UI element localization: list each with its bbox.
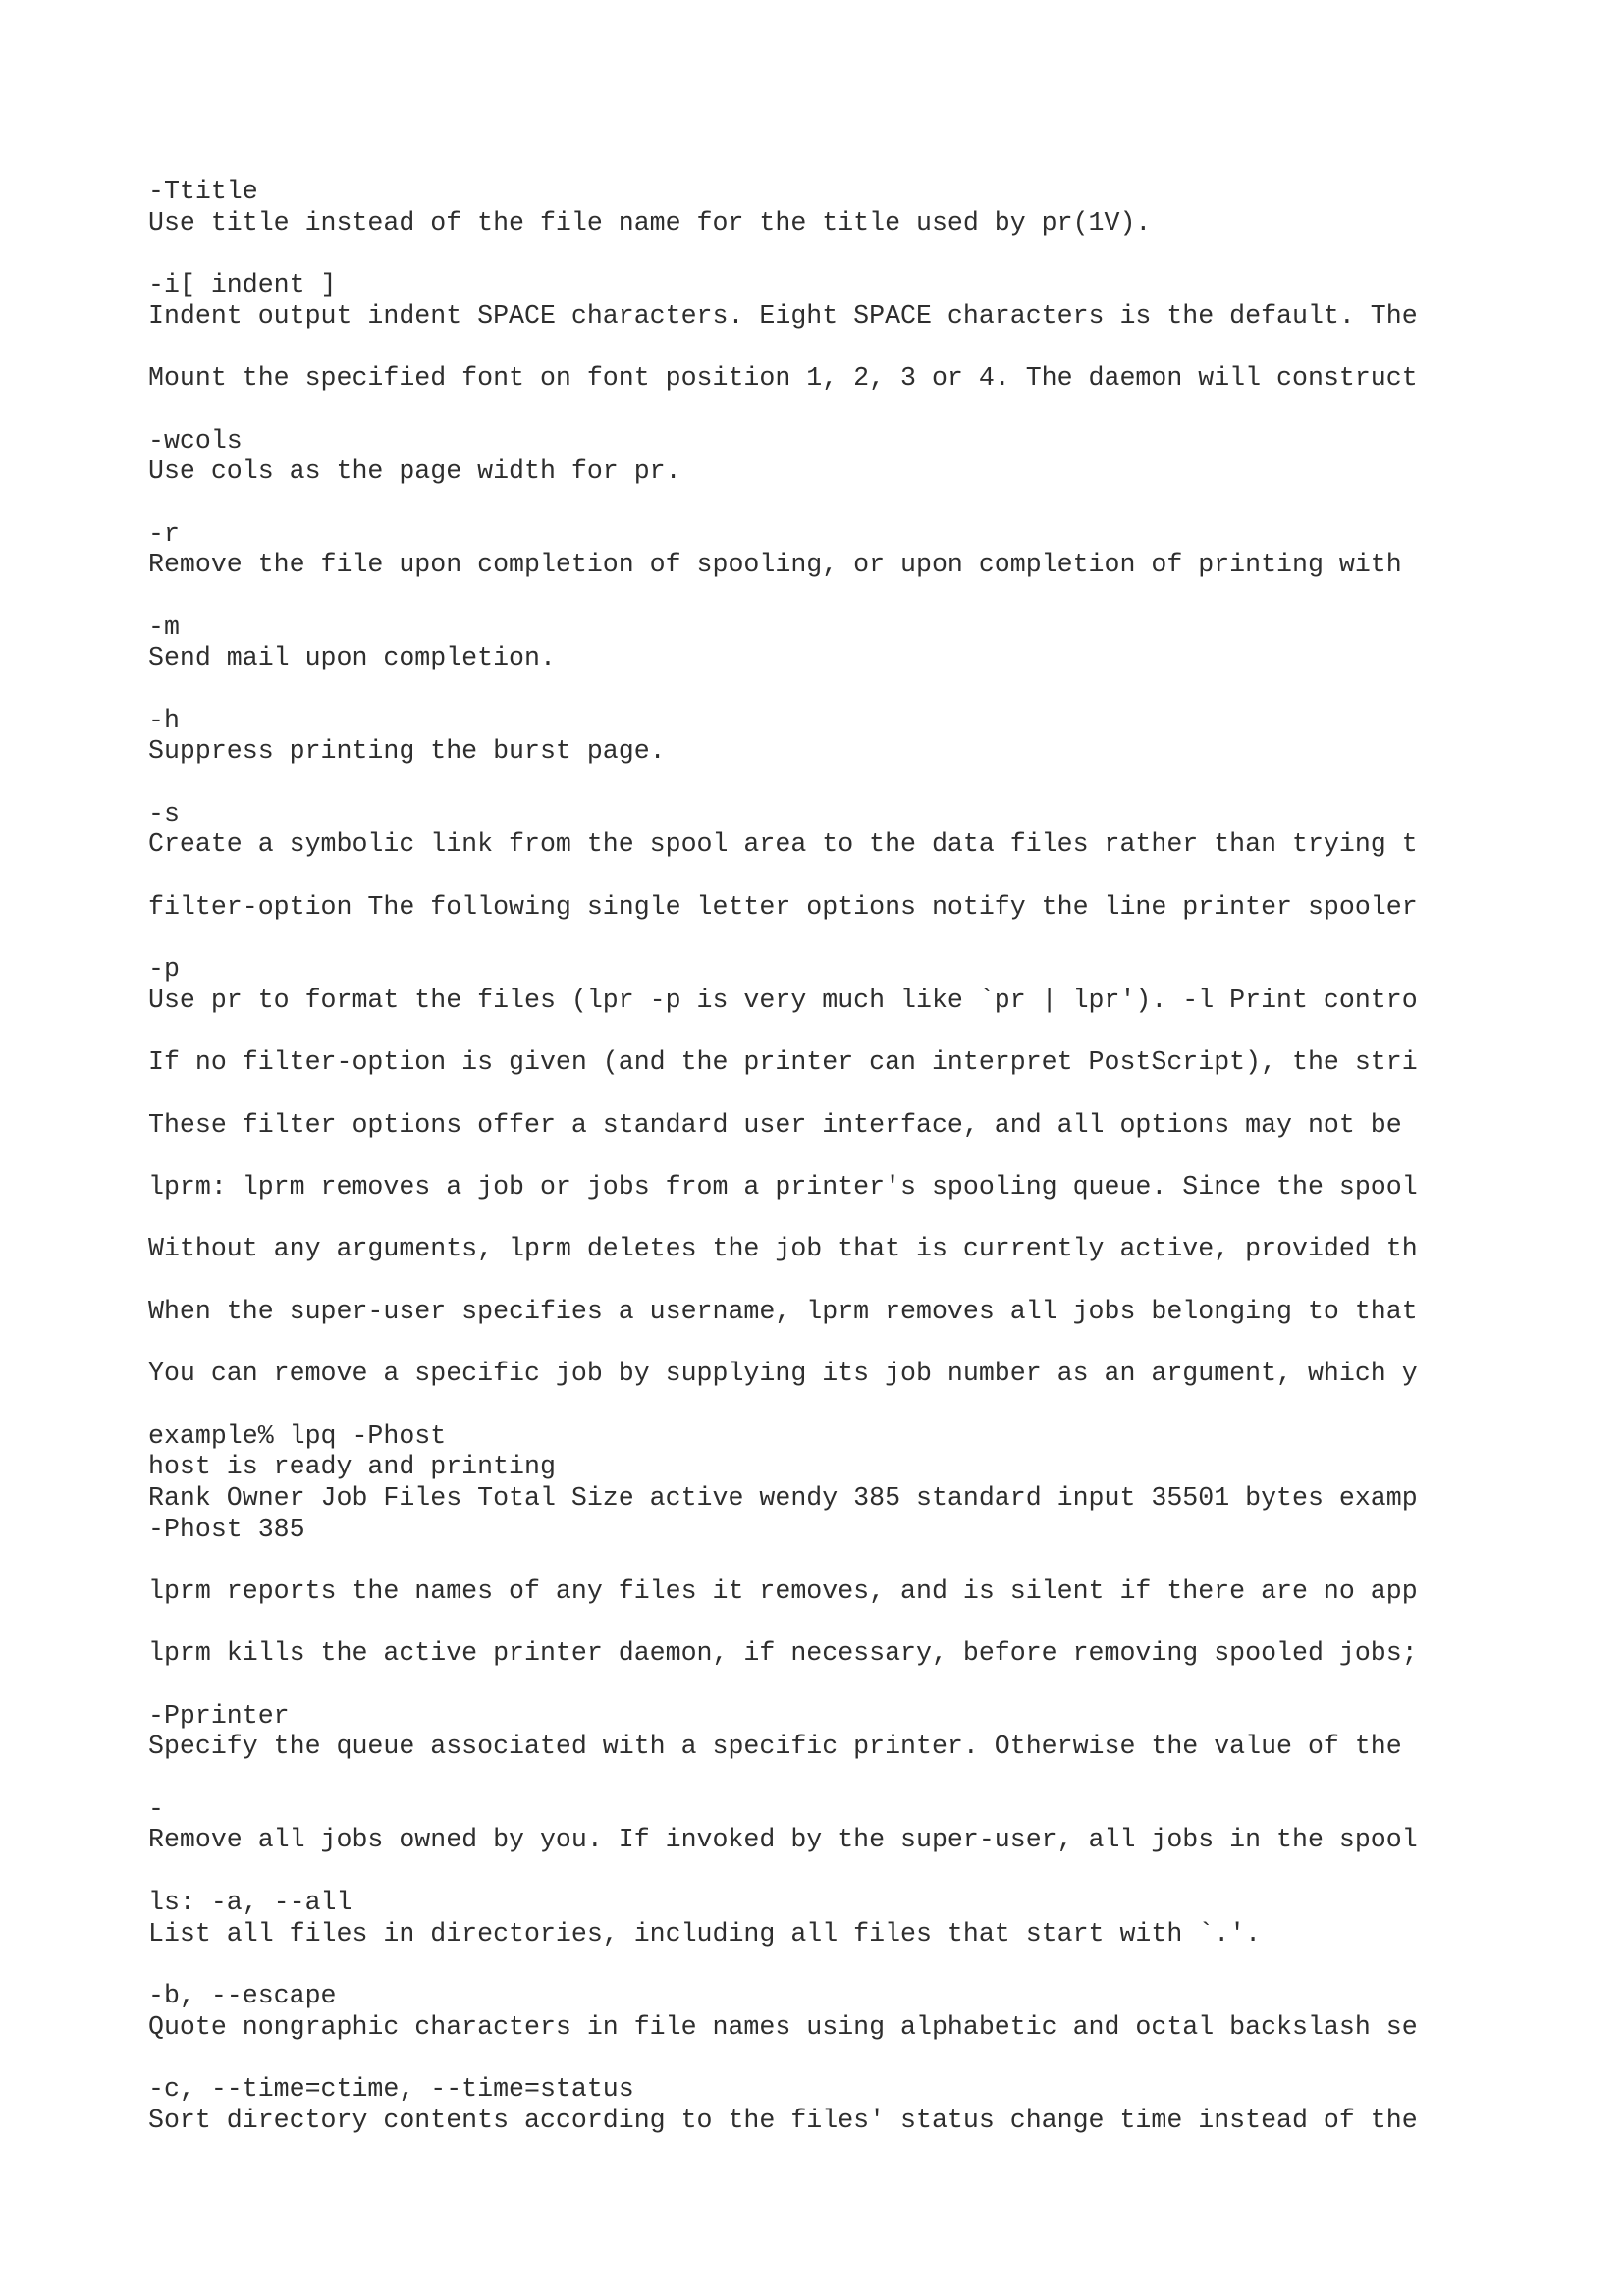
text-line: -i[ indent ] bbox=[148, 270, 337, 300]
text-line: Suppress printing the burst page. bbox=[148, 736, 666, 767]
text-line: Rank Owner Job Files Total Size active wendy 385 standard input 35501 bytes examp bbox=[148, 1482, 1418, 1513]
text-line: example% lpq -Phost bbox=[148, 1420, 447, 1451]
text-line: -wcols bbox=[148, 425, 243, 455]
paragraph-gap bbox=[148, 395, 1484, 426]
paragraph-gap bbox=[148, 581, 1484, 613]
paragraph-gap bbox=[148, 332, 1484, 363]
paragraph-gap bbox=[148, 239, 1484, 270]
text-line: These filter options offer a standard user interface, and all options may not be bbox=[148, 1109, 1402, 1140]
text-line: Mount the specified font on font position 1, 2, 3 or 4. The daemon will construct bbox=[148, 363, 1418, 394]
paragraph-gap bbox=[148, 1390, 1484, 1421]
text-line: Remove all jobs owned by you. If invoked by the super-user, all jobs in the spool bbox=[148, 1825, 1418, 1855]
text-line: - bbox=[148, 1793, 164, 1824]
text-line: -b, --escape bbox=[148, 1980, 337, 2010]
text-line: If no filter-option is given (and the printer can interpret PostScript), the stri bbox=[148, 1047, 1418, 1078]
text-line: lprm kills the active printer daemon, if necessary, before removing spooled jobs; bbox=[148, 1638, 1418, 1669]
text-line: Use cols as the page width for pr. bbox=[148, 456, 681, 487]
paragraph-gap bbox=[148, 674, 1484, 706]
paragraph-gap bbox=[148, 1856, 1484, 1888]
paragraph-gap bbox=[148, 1265, 1484, 1297]
text-line: -s bbox=[148, 798, 180, 828]
text-line: lprm reports the names of any files it removes, and is silent if there are no app bbox=[148, 1575, 1418, 1606]
text-line: host is ready and printing bbox=[148, 1452, 556, 1482]
paragraph-gap bbox=[148, 1545, 1484, 1576]
text-line: Remove the file upon completion of spooling, or upon completion of printing with bbox=[148, 550, 1402, 580]
text-line: ls: -a, --all bbox=[148, 1887, 352, 1917]
paragraph-gap bbox=[148, 1203, 1484, 1235]
text-line: Specify the queue associated with a specific printer. Otherwise the value of the bbox=[148, 1732, 1402, 1762]
text-line: Quote nongraphic characters in file names using alphabetic and octal backslash se bbox=[148, 2011, 1418, 2042]
paragraph-gap bbox=[148, 1327, 1484, 1359]
text-line: -c, --time=ctime, --time=status bbox=[148, 2073, 634, 2104]
text-line: filter-option The following single letter options notify the line printer spooler bbox=[148, 891, 1418, 922]
paragraph-gap bbox=[148, 2043, 1484, 2074]
paragraph-gap bbox=[148, 924, 1484, 955]
text-line: -m bbox=[148, 612, 180, 642]
text-line: Create a symbolic link from the spool area to the data files rather than trying t bbox=[148, 829, 1418, 860]
text-line: Without any arguments, lprm deletes the job that is currently active, provided th bbox=[148, 1234, 1418, 1264]
text-line: Use title instead of the file name for the title used by pr(1V). bbox=[148, 207, 1152, 238]
paragraph-gap bbox=[148, 1608, 1484, 1639]
text-line: You can remove a specific job by supplying its job number as an argument, which y bbox=[148, 1359, 1418, 1389]
paragraph-gap bbox=[148, 1949, 1484, 1981]
paragraph-gap bbox=[148, 1141, 1484, 1172]
text-line: -h bbox=[148, 705, 180, 735]
paragraph-gap bbox=[148, 488, 1484, 519]
paragraph-gap bbox=[148, 861, 1484, 892]
text-line: Sort directory contents according to the files' status change time instead of the bbox=[148, 2105, 1418, 2135]
text-line: -Phost 385 bbox=[148, 1514, 305, 1544]
text-line: When the super-user specifies a username, lprm removes all jobs belonging to that bbox=[148, 1296, 1418, 1326]
text-line: -Pprinter bbox=[148, 1700, 290, 1731]
text-line: -p bbox=[148, 954, 180, 985]
paragraph-gap bbox=[148, 1079, 1484, 1110]
document-page bbox=[148, 177, 1484, 2136]
text-line: List all files in directories, including all files that start with `.'. bbox=[148, 1918, 1262, 1949]
text-line: Send mail upon completion. bbox=[148, 643, 556, 673]
text-line: Indent output indent SPACE characters. Eight SPACE characters is the default. The bbox=[148, 300, 1418, 331]
paragraph-gap bbox=[148, 1763, 1484, 1794]
text-line: -Ttitle bbox=[148, 177, 258, 206]
text-line: -r bbox=[148, 518, 180, 549]
paragraph-gap bbox=[148, 1670, 1484, 1701]
text-line: lprm: lprm removes a job or jobs from a printer's spooling queue. Since the spool bbox=[148, 1172, 1418, 1201]
text-line: Use pr to format the files (lpr -p is very much like `pr | lpr'). -l Print contro bbox=[148, 985, 1418, 1015]
paragraph-gap bbox=[148, 1017, 1484, 1048]
paragraph-gap bbox=[148, 768, 1484, 799]
